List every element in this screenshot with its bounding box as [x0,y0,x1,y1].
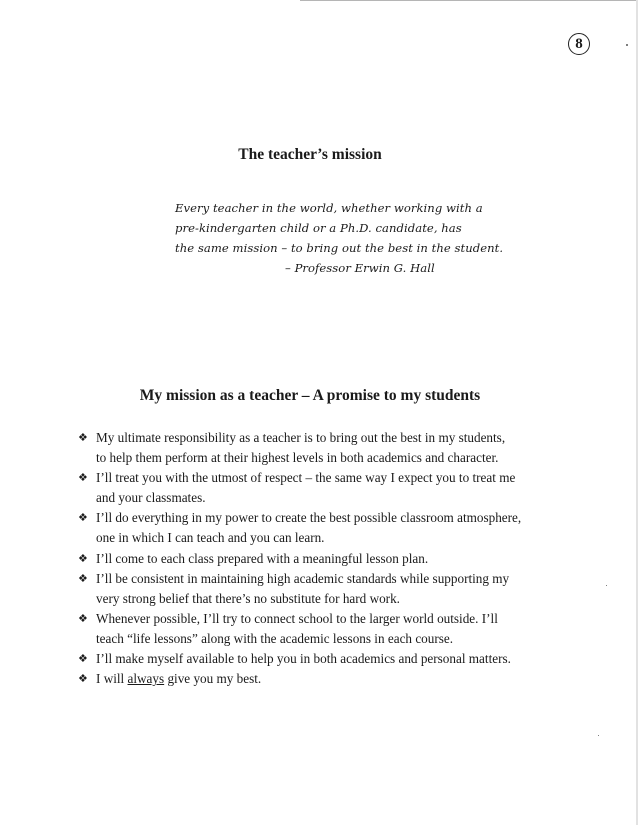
diamond-bullet-icon: ❖ [78,432,88,444]
page-title: The teacher’s mission [238,146,382,163]
quote-line: the same mission – to bring out the best in the student. [175,241,504,255]
diamond-bullet-icon: ❖ [78,612,88,625]
list-item-text: I’ll treat you with the utmost of respect – the same way I expect you to treat me [96,470,516,486]
quote-line: pre-kindergarten child or a Ph.D. candidate, has [175,221,462,235]
list-item [78,669,548,689]
list-item [78,549,548,569]
list-item-text: I’ll be consistent in maintaining high academic standards while supporting my [96,570,510,586]
list-item-text: My ultimate responsibility as a teacher is to bring out the best in my students, [96,430,506,445]
section-heading: My mission as a teacher – A promise to my students [139,387,481,404]
quote-line: Every teacher in the world, whether working with a [175,201,483,215]
scan-speck [606,585,607,586]
list-item [78,468,548,508]
list-item [78,508,548,548]
list-item-text: Whenever possible, I’ll try to connect school to the larger world outside. I’ll [96,610,498,626]
list-item-text: teach “life lessons” along with the academic lessons in each course. [96,630,454,646]
page-number-badge: 8 [568,33,590,55]
diamond-bullet-icon: ❖ [78,472,88,485]
list-item-text: one in which I can teach and you can learn. [96,530,325,546]
list-item-text: I’ll do everything in my power to create the best possible classroom atmosphere, [96,510,522,526]
diamond-bullet-icon: ❖ [78,653,88,666]
list-item-text-suffix: give you my best. [164,671,262,687]
list-item [78,609,548,649]
list-item-text: I’ll make myself available to help you in both academics and personal matters. [96,651,511,667]
scan-speck [626,44,628,46]
diamond-bullet-icon: ❖ [78,572,88,585]
scan-speck [598,735,599,736]
diamond-bullet-icon: ❖ [78,552,88,565]
emphasis-underlined-word: always [127,671,165,687]
list-item-text: I’ll come to each class prepared with a meaningful lesson plan. [96,550,429,566]
list-item-text: very strong belief that there’s no substitute for hard work. [96,590,400,606]
quote-attribution: – Professor Erwin G. Hall [285,261,435,275]
list-item [78,428,548,468]
list-item [78,569,548,609]
diamond-bullet-icon: ❖ [78,673,88,686]
diamond-bullet-icon: ❖ [78,512,88,525]
epigraph-quote [175,198,515,278]
list-item-text-prefix: I will [96,671,128,687]
list-item [78,649,548,669]
scan-edge-line [300,0,638,1]
list-item-text [96,669,548,689]
list-item-text: and your classmates. [96,490,206,506]
list-item-text: to help them perform at their highest levels in both academics and character. [96,450,499,466]
promise-list [78,428,548,689]
